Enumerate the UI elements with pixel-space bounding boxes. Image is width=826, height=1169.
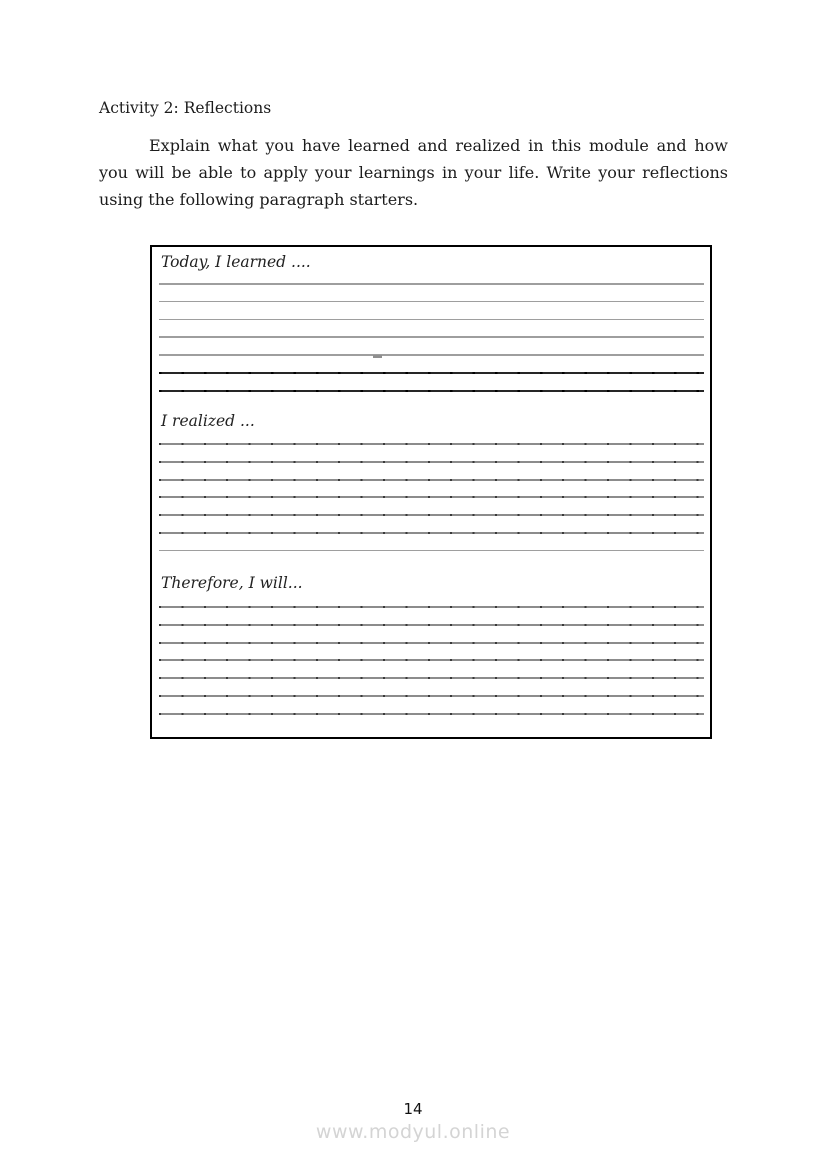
writing-line [159, 606, 704, 608]
writing-line [159, 624, 704, 626]
prompt-today-i-learned: Today, I learned .... [161, 253, 311, 271]
page-number: 14 [403, 1100, 423, 1118]
writing-lines-i-realized [159, 443, 704, 568]
writing-line [159, 479, 704, 481]
writing-line [159, 301, 704, 303]
writing-line [159, 695, 704, 697]
prompt-i-realized: I realized ... [161, 412, 255, 430]
writing-line [159, 713, 704, 715]
writing-line [159, 532, 704, 534]
writing-line [159, 390, 704, 392]
activity-heading: Activity 2: Reflections [99, 99, 272, 117]
writing-line [159, 677, 704, 679]
writing-line [159, 319, 704, 321]
prompt-therefore-i-will: Therefore, I will... [161, 574, 303, 592]
writing-line [159, 550, 704, 552]
activity-instructions: Explain what you have learned and realized in this module and how you will be able to apply your learnings in your life. Write your reflections using the following paragraph starters. [99, 136, 728, 209]
writing-line [159, 496, 704, 498]
writing-line [159, 642, 704, 644]
writing-line [159, 461, 704, 463]
reflection-box [150, 245, 712, 739]
stray-dash-mark [373, 355, 382, 358]
writing-lines-today-i-learned [159, 283, 704, 408]
writing-line [159, 336, 704, 338]
writing-line [159, 283, 704, 285]
watermark-text: www.modyul.online [315, 1121, 511, 1143]
writing-lines-therefore-i-will [159, 606, 704, 731]
writing-line [159, 514, 704, 516]
writing-line [159, 659, 704, 661]
writing-line [159, 354, 704, 356]
writing-line [159, 372, 704, 374]
writing-line [159, 443, 704, 445]
